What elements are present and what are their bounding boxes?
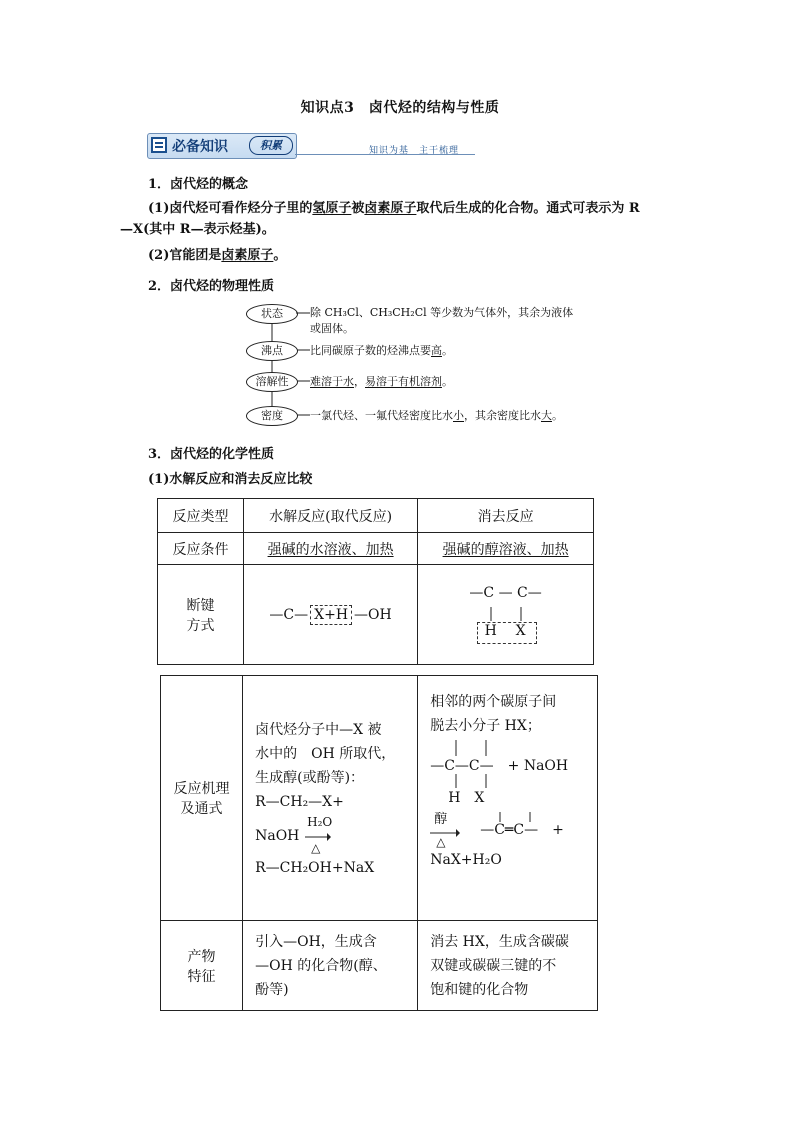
list-icon <box>151 137 167 153</box>
text: 。 <box>552 409 563 422</box>
product-elimination <box>418 921 598 1011</box>
text: 双键或碳碳三键的不 <box>430 957 557 974</box>
cleavage-box <box>310 605 352 625</box>
text: 。 <box>273 248 287 263</box>
section-3-subheading: (1)水解反应和消去反应比较 <box>148 472 313 487</box>
banner-seal: 积累 <box>249 136 293 155</box>
comparison-table-1 <box>157 498 594 665</box>
text: 比同碳原子数的烃沸点要 <box>310 344 431 357</box>
formula-part: + <box>324 606 336 623</box>
text: —X(其中 R—表示烃基)。 <box>120 222 275 237</box>
bond-cleavage-hydrolysis <box>243 565 417 665</box>
text: (2)官能团是 <box>148 248 222 263</box>
elimination-formula <box>430 738 597 810</box>
text: ， <box>354 375 365 388</box>
formula-part: —C— <box>269 606 309 623</box>
property-state-text <box>310 305 573 337</box>
cell-label: 反应机理 <box>173 781 230 797</box>
text: R—CH₂OH+NaX <box>255 860 375 876</box>
text: 引入—OH，生成含 <box>255 933 377 950</box>
table-cell <box>161 921 243 1011</box>
formula-part: H <box>335 606 349 623</box>
text: 卤代烃分子中—X 被 <box>255 722 382 738</box>
table-header-cell: 消去反应 <box>418 499 594 533</box>
section-1-paragraph-2 <box>148 245 286 266</box>
comparison-table-2 <box>160 675 598 1011</box>
text: 生成醇(或酚等)： <box>255 770 365 786</box>
section-2-heading: 2．卤代烃的物理性质 <box>148 279 275 294</box>
table-row <box>161 676 598 921</box>
cell-label: 及通式 <box>180 801 223 817</box>
answer-elimination-condition: 强碱的醇溶液、加热 <box>442 541 569 558</box>
elimination-condition-row <box>430 810 597 848</box>
text: 取代后生成的化合物。通式可表示为 R <box>416 201 640 216</box>
answer-greater: 大 <box>541 409 552 422</box>
answer-hydrolysis-condition: 强碱的水溶液、加热 <box>267 541 394 558</box>
property-label-state: 状态 <box>246 304 298 324</box>
formula-part: —OH <box>354 606 392 623</box>
formula-part: H <box>484 622 497 639</box>
text: 水中的 OH 所取代， <box>255 746 396 762</box>
cell-label: 特征 <box>187 968 216 985</box>
table-cell <box>418 533 594 565</box>
text: H₂O <box>307 815 333 829</box>
table-row <box>161 921 598 1011</box>
property-label-boiling: 沸点 <box>246 341 298 361</box>
table-header-cell: 水解反应(取代反应) <box>243 499 417 533</box>
text: 。 <box>442 344 453 357</box>
banner-subtitle: 知识为基 主干梳理 <box>369 146 460 156</box>
property-label-solubility: 溶解性 <box>246 372 298 392</box>
text: 一氯代烃、一氟代烃密度比水 <box>310 409 453 422</box>
text: —C═C— + <box>480 822 564 838</box>
text: H X <box>448 790 485 806</box>
text: 或固体。 <box>310 322 354 335</box>
heat-symbol: △ <box>311 841 321 855</box>
text: 酚等) <box>255 981 289 998</box>
cell-label: 方式 <box>186 617 215 634</box>
section-3-heading: 3．卤代烃的化学性质 <box>148 447 275 462</box>
property-label-density: 密度 <box>246 406 298 426</box>
table-cell: 反应条件 <box>158 533 244 565</box>
reaction-condition-row <box>255 814 417 856</box>
answer-insoluble-water: 难溶于水 <box>310 375 354 388</box>
text: 。 <box>442 375 453 388</box>
section-1-heading: 1．卤代烃的概念 <box>148 177 249 192</box>
section-1-paragraph-1 <box>120 198 690 240</box>
table-row <box>158 499 594 533</box>
bond-cleavage-elimination <box>418 565 594 665</box>
property-boiling-text <box>310 343 453 359</box>
answer-hydrogen-atom: 氢原子 <box>312 201 352 216</box>
text: 消去 HX，生成含碳碳 <box>430 933 569 950</box>
cleavage-box <box>477 622 537 644</box>
mechanism-hydrolysis <box>243 676 418 921</box>
table-header-cell: 反应类型 <box>158 499 244 533</box>
text: 除 CH₃Cl、CH₃CH₂Cl 等少数为气体外，其余为液体 <box>310 306 574 319</box>
page-title: 知识点3 卤代烃的结构与性质 <box>300 100 500 116</box>
text: (1)卤代烃可看作烃分子里的 <box>148 201 313 216</box>
answer-soluble-organic: 易溶于有机溶剂 <box>365 375 442 388</box>
arrow-lines <box>296 300 310 430</box>
property-density-text <box>310 408 563 424</box>
answer-high: 高 <box>431 344 442 357</box>
table-row <box>158 565 594 665</box>
product-hydrolysis <box>243 921 418 1011</box>
physical-properties-diagram <box>240 300 580 430</box>
section-banner <box>147 133 475 157</box>
cell-label: 断键 <box>186 597 215 614</box>
text: 脱去小分子 HX； <box>430 718 541 734</box>
formula-part: X <box>515 622 526 639</box>
property-solubility-text <box>310 374 453 390</box>
heat-symbol: △ <box>436 835 446 849</box>
answer-less: 小 <box>453 409 464 422</box>
text: —C—C— + NaOH <box>430 758 569 774</box>
table-cell <box>158 565 244 665</box>
formula-part: —C — C— <box>469 584 542 601</box>
text: 醇 <box>434 812 448 827</box>
answer-halogen-atom: 卤素原子 <box>364 201 417 216</box>
text: NaX+H₂O <box>430 852 502 868</box>
text: 饱和键的化合物 <box>430 981 529 998</box>
answer-functional-group: 卤素原子 <box>221 248 274 263</box>
text: 相邻的两个碳原子间 <box>430 694 557 710</box>
banner-box <box>147 133 297 159</box>
formula-part: X <box>314 606 325 623</box>
text: ，其余密度比水 <box>464 409 541 422</box>
cell-label: 产物 <box>187 948 216 965</box>
table-cell <box>243 533 417 565</box>
table-row <box>158 533 594 565</box>
table-cell <box>161 676 243 921</box>
banner-label: 必备知识 <box>172 139 228 155</box>
mechanism-elimination <box>418 676 598 921</box>
text: —OH 的化合物(醇、 <box>255 957 387 974</box>
text: R—CH₂—X+ <box>255 794 344 810</box>
text: 被 <box>351 201 365 216</box>
text: NaOH <box>255 828 300 844</box>
